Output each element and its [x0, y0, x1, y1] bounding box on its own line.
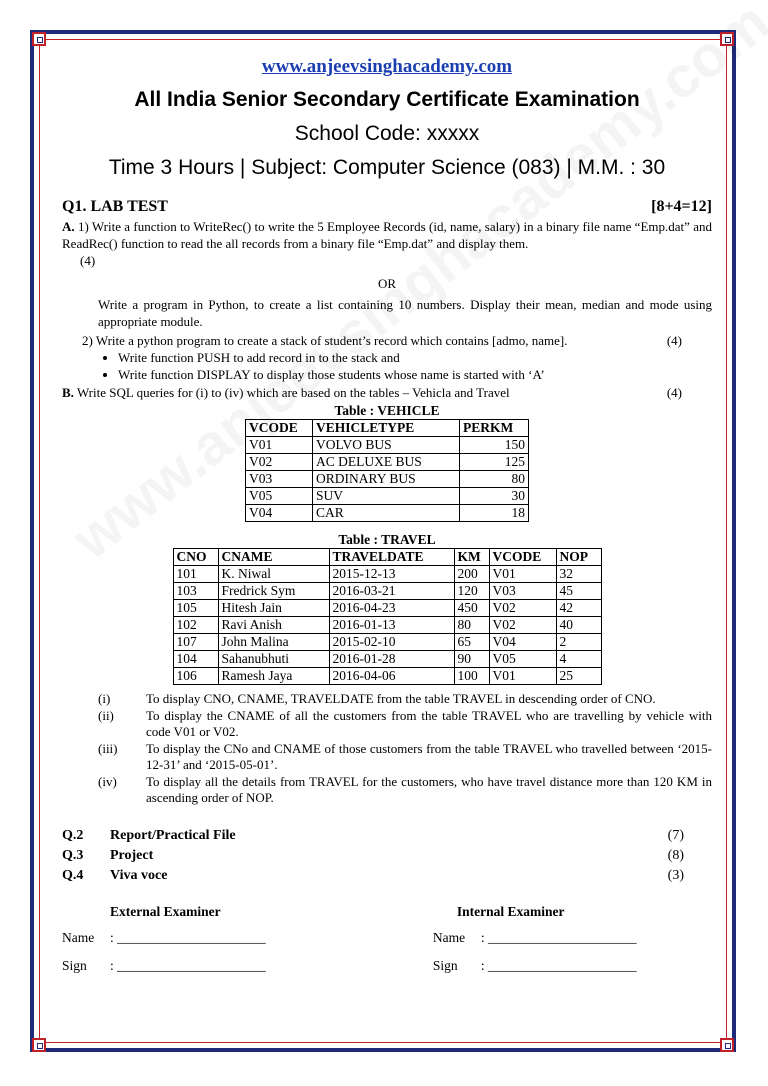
cell: Sahanubhuti [218, 651, 329, 668]
cell: Hitesh Jain [218, 600, 329, 617]
table-row [246, 437, 529, 454]
table-row [173, 668, 601, 685]
part-b-label: B. [62, 385, 74, 400]
question-marks: (8) [667, 848, 684, 863]
q1-heading [62, 198, 712, 216]
cell: 65 [454, 634, 489, 651]
cell: V01 [489, 668, 556, 685]
sign-blank: : ______________________ [480, 958, 637, 973]
table-row [173, 634, 601, 651]
sql-num: (iv) [98, 774, 117, 789]
q1-label: Q1 [62, 198, 83, 215]
cell: ORDINARY BUS [313, 471, 460, 488]
cell: VOLVO BUS [313, 437, 460, 454]
vehicle-col-perkm: PERKM [460, 420, 529, 437]
cell: 125 [460, 454, 529, 471]
cell: 104 [173, 651, 218, 668]
question-row [62, 826, 712, 846]
cell: 2015-02-10 [329, 634, 454, 651]
question-row [62, 866, 712, 886]
cell: Ramesh Jaya [218, 668, 329, 685]
corner-ornament-bottom-left [32, 1038, 46, 1052]
q1-title-text: . LAB TEST [82, 198, 168, 215]
list-item [62, 774, 712, 806]
travel-col-vcode: VCODE [489, 549, 556, 566]
question-num: Q.2 [62, 828, 84, 843]
question-title: Project [110, 848, 154, 863]
cell: V02 [489, 617, 556, 634]
table-row [246, 505, 529, 522]
part-a-label: A. [62, 219, 75, 234]
exam-title: All India Senior Secondary Certificate Examination [134, 88, 640, 111]
question-title: Viva voce [110, 868, 168, 883]
cell: 80 [460, 471, 529, 488]
list-item [62, 691, 712, 707]
part-b-marks: (4) [666, 385, 682, 400]
part-a-item2 [62, 332, 712, 349]
vehicle-table-caption: Table : VEHICLE [334, 403, 440, 418]
q1-marks: [8+4=12] [651, 198, 712, 215]
cell: 2016-03-21 [329, 583, 454, 600]
corner-ornament-top-left [32, 32, 46, 46]
travel-col-nop: NOP [556, 549, 601, 566]
travel-col-km: KM [454, 549, 489, 566]
cell: 103 [173, 583, 218, 600]
cell: CAR [313, 505, 460, 522]
table-row [173, 617, 601, 634]
travel-table [173, 548, 602, 685]
other-questions [62, 826, 712, 886]
cell: V04 [489, 634, 556, 651]
table-row [246, 488, 529, 505]
bullet-push: • Write function PUSH to add record in to the stack and [118, 349, 712, 366]
question-marks: (3) [667, 868, 684, 883]
cell: AC DELUXE BUS [313, 454, 460, 471]
sql-text: To display the CNo and CNAME of those customers from the table TRAVEL who travelled between ‘2015-12-31’ and ‘2015-05-01’. [146, 741, 712, 772]
cell: K. Niwal [218, 566, 329, 583]
cell: 2016-04-23 [329, 600, 454, 617]
sql-num: (ii) [98, 708, 114, 723]
sql-query-list [62, 691, 712, 806]
question-num: Q.4 [62, 868, 84, 883]
internal-examiner [433, 904, 712, 980]
sign-label: Sign [62, 958, 87, 973]
website-link[interactable]: www.anjeevsinghacademy.com [261, 56, 513, 77]
cell: V03 [246, 471, 313, 488]
cell: 2015-12-13 [329, 566, 454, 583]
part-a-item2-marks: (4) [666, 333, 682, 348]
cell: V03 [489, 583, 556, 600]
time-subject-line: Time 3 Hours | Subject: Computer Science (083) | M.M. : 30 [108, 156, 666, 179]
sql-num: (i) [98, 691, 111, 706]
cell: 2016-04-06 [329, 668, 454, 685]
external-name-line [62, 924, 433, 952]
cell: V02 [489, 600, 556, 617]
cell: 80 [454, 617, 489, 634]
cell: Ravi Anish [218, 617, 329, 634]
travel-col-cname: CNAME [218, 549, 329, 566]
cell: V05 [246, 488, 313, 505]
question-num: Q.3 [62, 848, 84, 863]
list-item [62, 741, 712, 773]
cell: 105 [173, 600, 218, 617]
cell: V01 [246, 437, 313, 454]
name-blank: : ______________________ [480, 930, 637, 945]
cell: 4 [556, 651, 601, 668]
travel-col-cno: CNO [173, 549, 218, 566]
part-a-item1: 1) Write a function to WriteRec() to write the 5 Employee Records (id, name, salary) in a binary file name “Emp.dat” and ReadRec() function to read the all records from a binary file “Emp.dat” and display them. [62, 219, 712, 251]
cell: V02 [246, 454, 313, 471]
cell: V04 [246, 505, 313, 522]
q1-title [62, 198, 168, 216]
cell: 42 [556, 600, 601, 617]
travel-col-traveldate: TRAVELDATE [329, 549, 454, 566]
question-marks: (7) [667, 828, 684, 843]
corner-ornament-top-right [720, 32, 734, 46]
bullet-display: • Write function DISPLAY to display those students whose name is started with ‘A’ [118, 366, 712, 383]
cell: 32 [556, 566, 601, 583]
cell: Fredrick Sym [218, 583, 329, 600]
internal-examiner-title: Internal Examiner [456, 904, 565, 919]
cell: 45 [556, 583, 601, 600]
part-a-alternative: Write a program in Python, to create a list containing 10 numbers. Display their mean, median and mode using appropriate module. [98, 297, 712, 329]
cell: 101 [173, 566, 218, 583]
or-separator: OR [377, 276, 397, 291]
table-row [246, 471, 529, 488]
cell: 30 [460, 488, 529, 505]
travel-table-caption: Table : TRAVEL [338, 532, 436, 547]
name-label: Name [62, 930, 95, 945]
sql-text: To display CNO, CNAME, TRAVELDATE from the table TRAVEL in descending order of CNO. [146, 691, 656, 706]
paper-content [62, 52, 712, 980]
school-code: School Code: xxxxx [294, 122, 480, 145]
table-row [173, 651, 601, 668]
cell: 2016-01-13 [329, 617, 454, 634]
cell: 150 [460, 437, 529, 454]
cell: V05 [489, 651, 556, 668]
cell: 100 [454, 668, 489, 685]
vehicle-table [245, 419, 529, 522]
cell: John Malina [218, 634, 329, 651]
cell: 2016-01-28 [329, 651, 454, 668]
cell: V01 [489, 566, 556, 583]
external-sign-line [62, 952, 433, 980]
table-row [246, 454, 529, 471]
cell: 18 [460, 505, 529, 522]
cell: 40 [556, 617, 601, 634]
cell: 90 [454, 651, 489, 668]
examiner-section [62, 904, 712, 980]
sql-text: To display the CNAME of all the customers from the table TRAVEL who are travelling by vehicle with code V01 or V02. [146, 708, 712, 739]
internal-sign-line [433, 952, 712, 980]
vehicle-col-vcode: VCODE [246, 420, 313, 437]
table-row [173, 600, 601, 617]
sql-num: (iii) [98, 741, 118, 756]
cell: 120 [454, 583, 489, 600]
sql-text: To display all the details from TRAVEL for the customers, who have travel distance more than 120 KM in ascending order of NOP. [146, 774, 712, 805]
cell: 2 [556, 634, 601, 651]
q1-part-a [62, 218, 712, 269]
question-title: Report/Practical File [110, 828, 236, 843]
table-row [173, 583, 601, 600]
part-b-text: Write SQL queries for (i) to (iv) which are based on the tables – Vehicla and Travel [76, 385, 510, 400]
part-a-item1-marks: (4) [80, 253, 96, 268]
cell: 106 [173, 668, 218, 685]
cell: 25 [556, 668, 601, 685]
part-a-item2-text: 2) Write a python program to create a stack of student’s record which contains [admo, name]. [82, 333, 568, 348]
list-item [62, 708, 712, 740]
cell: 107 [173, 634, 218, 651]
external-examiner [62, 904, 433, 980]
q1-part-b [62, 384, 712, 401]
cell: 450 [454, 600, 489, 617]
table-row [173, 566, 601, 583]
external-examiner-title: External Examiner [110, 904, 221, 919]
sign-label: Sign [432, 958, 458, 973]
question-row [62, 846, 712, 866]
stack-bullets [62, 349, 712, 383]
name-label: Name [432, 930, 466, 945]
cell: 102 [173, 617, 218, 634]
name-blank: : ______________________ [110, 930, 266, 945]
cell: 200 [454, 566, 489, 583]
corner-ornament-bottom-right [720, 1038, 734, 1052]
cell: SUV [313, 488, 460, 505]
vehicle-col-type: VEHICLETYPE [313, 420, 460, 437]
sign-blank: : ______________________ [110, 958, 266, 973]
internal-name-line [433, 924, 712, 952]
